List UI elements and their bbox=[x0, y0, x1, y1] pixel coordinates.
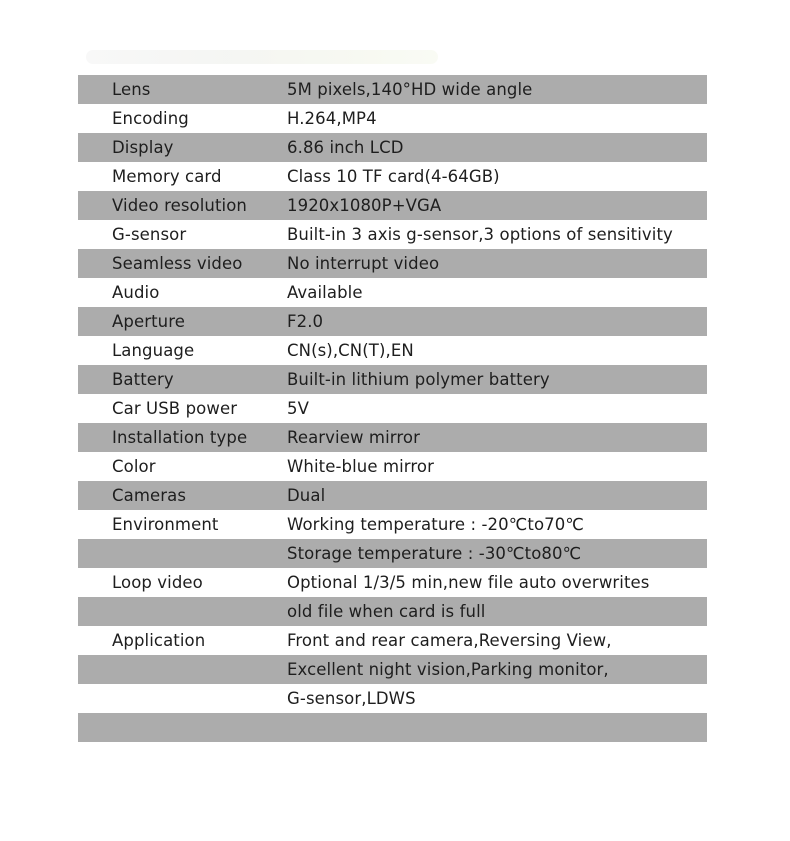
spec-label: G-sensor bbox=[112, 225, 187, 244]
spec-label: Video resolution bbox=[112, 196, 247, 215]
spec-value: Rearview mirror bbox=[287, 428, 420, 447]
spec-row-video-resolution bbox=[78, 191, 707, 220]
spec-label: Loop video bbox=[112, 573, 203, 592]
spec-label: Encoding bbox=[112, 109, 189, 128]
spec-label: Seamless video bbox=[112, 254, 243, 273]
spec-value: Excellent night vision,Parking monitor, bbox=[287, 660, 609, 679]
spec-row-audio bbox=[78, 278, 707, 307]
spec-value: Built-in 3 axis g-sensor,3 options of sensitivity bbox=[287, 225, 673, 244]
spec-value: 6.86 inch LCD bbox=[287, 138, 404, 157]
spec-value: Storage temperature : -30℃to80℃ bbox=[287, 544, 582, 563]
spec-row-cameras bbox=[78, 481, 707, 510]
spec-row-encoding bbox=[78, 104, 707, 133]
spec-row-environment bbox=[78, 510, 707, 539]
spec-row-aperture bbox=[78, 307, 707, 336]
spec-row-application bbox=[78, 626, 707, 655]
spec-row-loop-video bbox=[78, 568, 707, 597]
faded-heading-band bbox=[86, 50, 438, 64]
spec-row-battery bbox=[78, 365, 707, 394]
spec-row-color bbox=[78, 452, 707, 481]
spec-value: F2.0 bbox=[287, 312, 324, 331]
spec-label: Car USB power bbox=[112, 399, 238, 418]
spec-table bbox=[78, 75, 707, 742]
spec-row-car-usb-power bbox=[78, 394, 707, 423]
spec-value: CN(s),CN(T),EN bbox=[287, 341, 414, 360]
spec-value: Dual bbox=[287, 486, 326, 505]
spec-label: Aperture bbox=[112, 312, 185, 331]
spec-value: 1920x1080P+VGA bbox=[287, 196, 442, 215]
spec-row-g-sensor bbox=[78, 220, 707, 249]
spec-label: Battery bbox=[112, 370, 174, 389]
spec-label: Lens bbox=[112, 80, 151, 99]
spec-row-loop-video-continued bbox=[78, 597, 707, 626]
spec-row-environment-continued bbox=[78, 539, 707, 568]
spec-value: H.264,MP4 bbox=[287, 109, 377, 128]
spec-value: Working temperature : -20℃to70℃ bbox=[287, 515, 584, 534]
spec-value: Available bbox=[287, 283, 363, 302]
spec-label: Installation type bbox=[112, 428, 248, 447]
spec-label: Cameras bbox=[112, 486, 187, 505]
spec-value: G-sensor,LDWS bbox=[287, 689, 416, 708]
spec-label: Color bbox=[112, 457, 156, 476]
spec-value: White-blue mirror bbox=[287, 457, 434, 476]
spec-row-application-continued-2 bbox=[78, 684, 707, 713]
spec-label: Display bbox=[112, 138, 174, 157]
spec-value: 5V bbox=[287, 399, 309, 418]
spec-row-display bbox=[78, 133, 707, 162]
spec-label: Audio bbox=[112, 283, 160, 302]
spec-label: Environment bbox=[112, 515, 219, 534]
spec-value: Built-in lithium polymer battery bbox=[287, 370, 550, 389]
spec-value: Optional 1/3/5 min,new file auto overwrites bbox=[287, 573, 650, 592]
spec-row-installation-type bbox=[78, 423, 707, 452]
spec-value: No interrupt video bbox=[287, 254, 440, 273]
spec-row-application-continued bbox=[78, 655, 707, 684]
spec-value: Class 10 TF card(4-64GB) bbox=[287, 167, 500, 186]
spec-value: Front and rear camera,Reversing View, bbox=[287, 631, 612, 650]
spec-label: Memory card bbox=[112, 167, 222, 186]
spec-row-lens bbox=[78, 75, 707, 104]
spec-row-seamless-video bbox=[78, 249, 707, 278]
spec-label: Language bbox=[112, 341, 195, 360]
spec-row-empty bbox=[78, 713, 707, 742]
spec-row-language bbox=[78, 336, 707, 365]
spec-row-memory-card bbox=[78, 162, 707, 191]
spec-value: old file when card is full bbox=[287, 602, 486, 621]
spec-value: 5M pixels,140°HD wide angle bbox=[287, 80, 533, 99]
spec-label: Application bbox=[112, 631, 206, 650]
